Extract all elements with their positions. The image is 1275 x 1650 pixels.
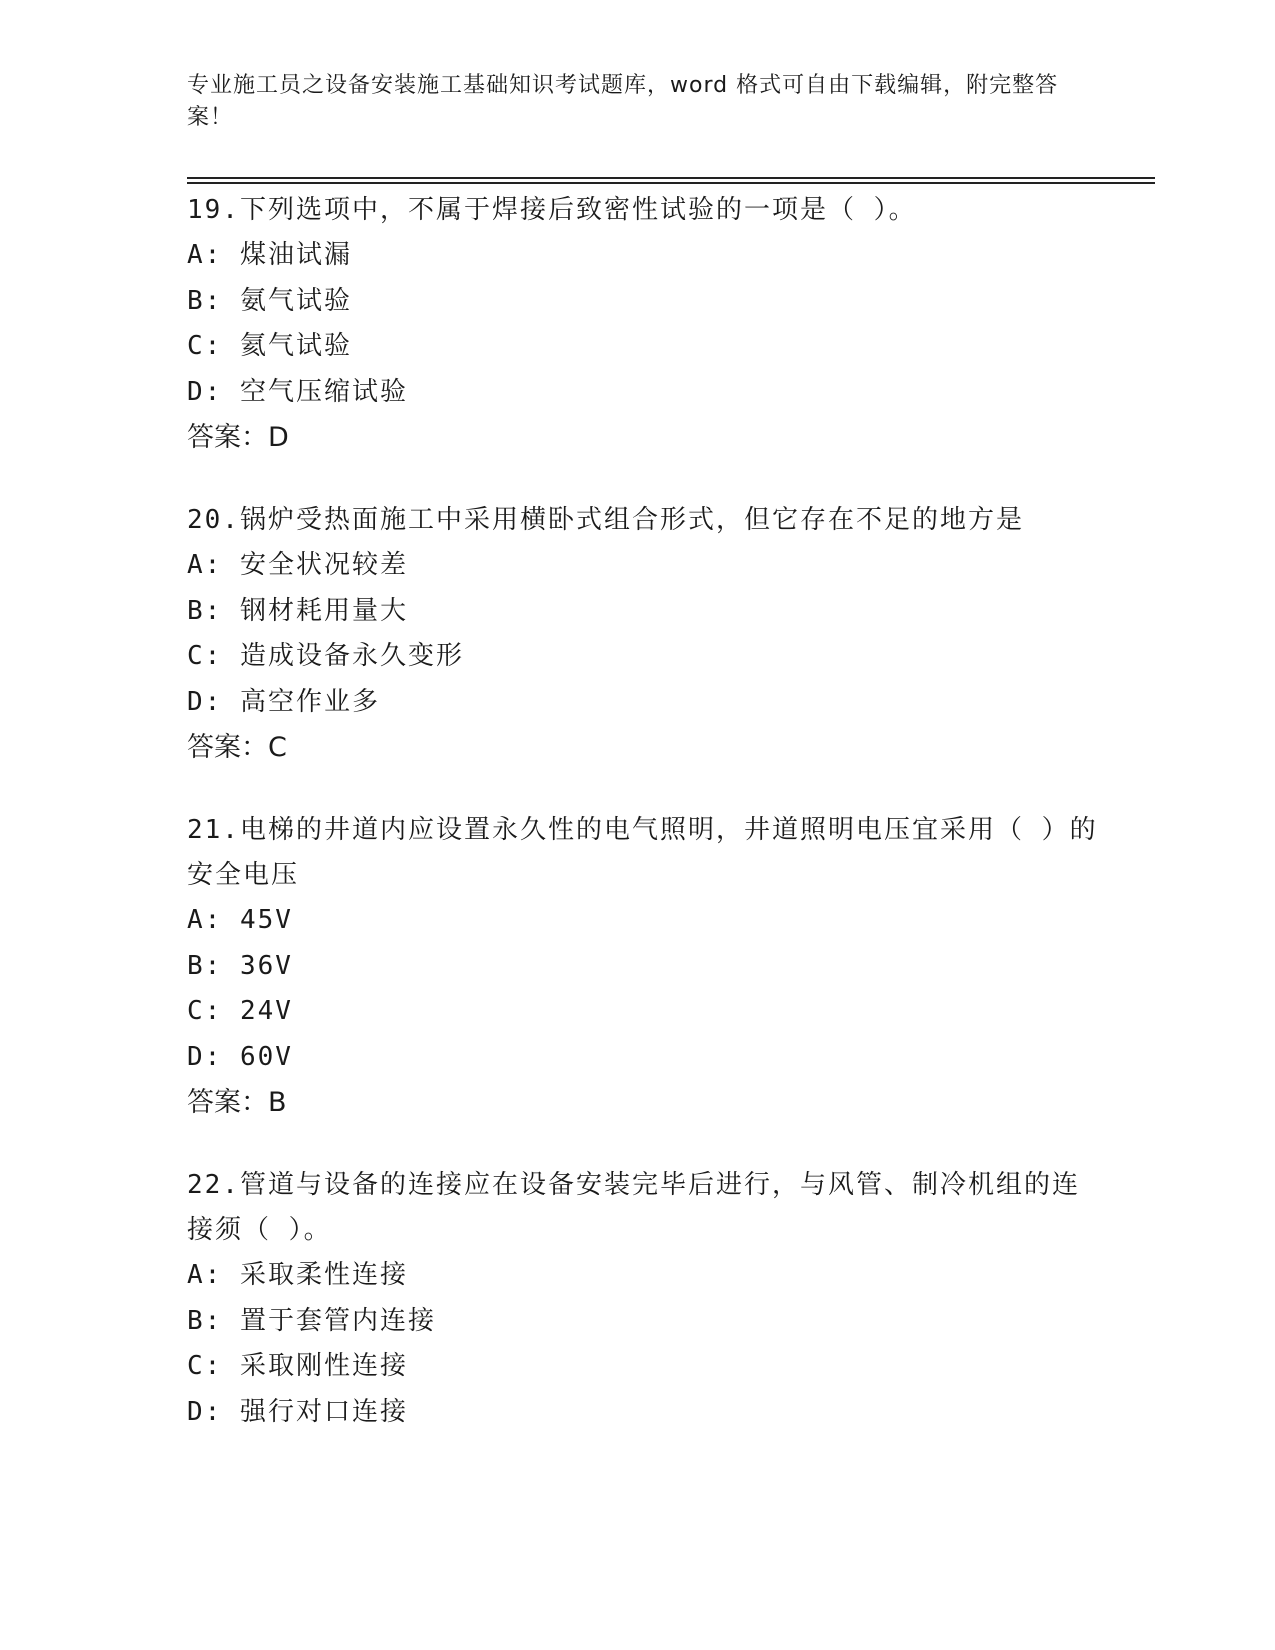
question-stem: 20.锅炉受热面施工中采用横卧式组合形式，但它存在不足的地方是 [187, 505, 1024, 535]
option-c: C: 采取刚性连接 [187, 1351, 408, 1381]
option-d: D: 强行对口连接 [187, 1396, 408, 1427]
question-19 [187, 188, 1107, 460]
question-stem: 21.电梯的井道内应设置永久性的电气照明，井道照明电压宜采用（ ）的安全电压 [187, 815, 1098, 890]
question-20 [187, 498, 1107, 770]
question-stem: 19.下列选项中，不属于焊接后致密性试验的一项是（ ）。 [187, 195, 917, 225]
header-divider-top [187, 177, 1155, 179]
answer: 答案：D [187, 422, 289, 453]
document-header: 专业施工员之设备安装施工基础知识考试题库，word 格式可自由下载编辑，附完整答案！ [187, 73, 1059, 130]
answer: 答案：C [187, 732, 287, 763]
question-21 [187, 808, 1107, 1125]
option-c: C: 造成设备永久变形 [187, 641, 464, 671]
option-a: A: 采取柔性连接 [187, 1260, 408, 1290]
question-stem: 22.管道与设备的连接应在设备安装完毕后进行，与风管、制冷机组的连接须（ ）。 [187, 1170, 1080, 1245]
option-d: D: 高空作业多 [187, 686, 380, 717]
option-d: D: 60V [187, 1041, 293, 1072]
option-d: D: 空气压缩试验 [187, 376, 408, 407]
header-divider-bottom [187, 182, 1155, 184]
option-b: B: 36V [187, 950, 293, 981]
option-b: B: 钢材耗用量大 [187, 595, 408, 626]
question-list [187, 188, 1107, 1473]
answer: 答案：B [187, 1087, 287, 1118]
option-b: B: 置于套管内连接 [187, 1305, 436, 1336]
question-22 [187, 1163, 1107, 1435]
option-a: A: 煤油试漏 [187, 240, 352, 270]
option-c: C: 24V [187, 996, 293, 1026]
option-c: C: 氦气试验 [187, 331, 352, 361]
option-a: A: 45V [187, 905, 293, 935]
option-a: A: 安全状况较差 [187, 550, 408, 580]
option-b: B: 氨气试验 [187, 285, 352, 316]
